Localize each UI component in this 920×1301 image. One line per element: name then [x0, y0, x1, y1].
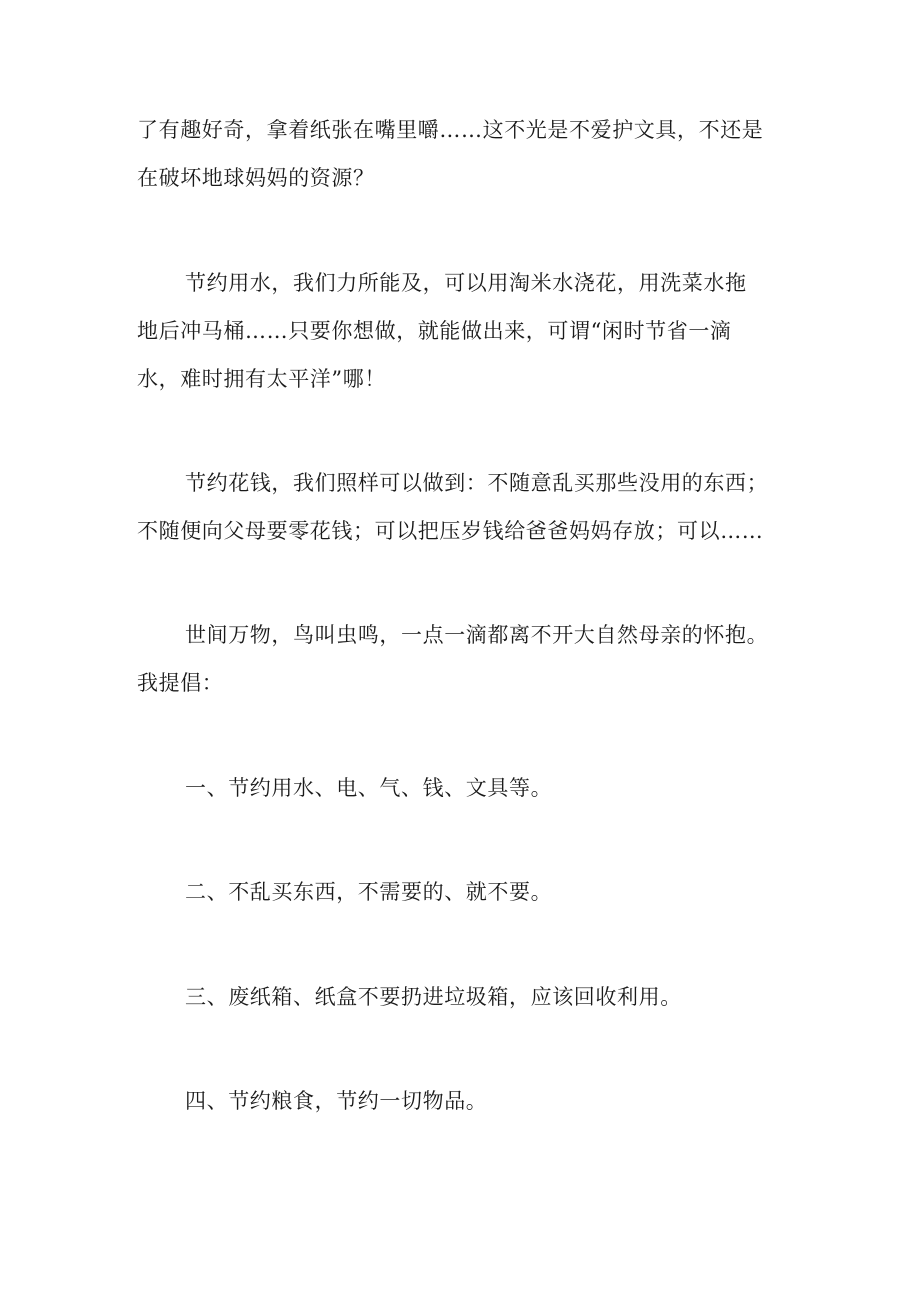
paragraph-4-line-2: 我提倡：: [137, 671, 224, 695]
paragraph-1-line-2: 在破坏地球妈妈的资源？: [137, 166, 375, 190]
paragraph-4-line-1: 世间万物，鸟叫虫鸣，一点一滴都离不开大自然母亲的怀抱。: [185, 623, 769, 647]
paragraph-2-line-3: 水，难时拥有太平洋”哪！: [137, 367, 386, 391]
paragraph-1-line-1: 了有趣好奇，拿着纸张在嘴里嚼……这不光是不爱护文具，不还是: [137, 118, 764, 142]
list-item-4: 四、节约粮食，节约一切物品。: [185, 1089, 488, 1113]
list-item-2: 二、不乱买东西，不需要的、就不要。: [185, 880, 553, 904]
paragraph-3-line-1: 节约花钱，我们照样可以做到：不随意乱买那些没用的东西；: [185, 471, 769, 495]
list-item-1: 一、节约用水、电、气、钱、文具等。: [185, 776, 553, 800]
paragraph-2-line-2: 地后冲马桶……只要你想做，就能做出来，可谓“闲时节省一滴: [137, 319, 732, 343]
list-item-3: 三、废纸箱、纸盒不要扔进垃圾箱，应该回收利用。: [185, 985, 682, 1009]
paragraph-2-line-1: 节约用水，我们力所能及，可以用淘米水浇花，用洗菜水拖: [185, 271, 747, 295]
paragraph-3-line-2: 不随便向父母要零花钱；可以把压岁钱给爸爸妈妈存放；可以……: [137, 519, 764, 543]
